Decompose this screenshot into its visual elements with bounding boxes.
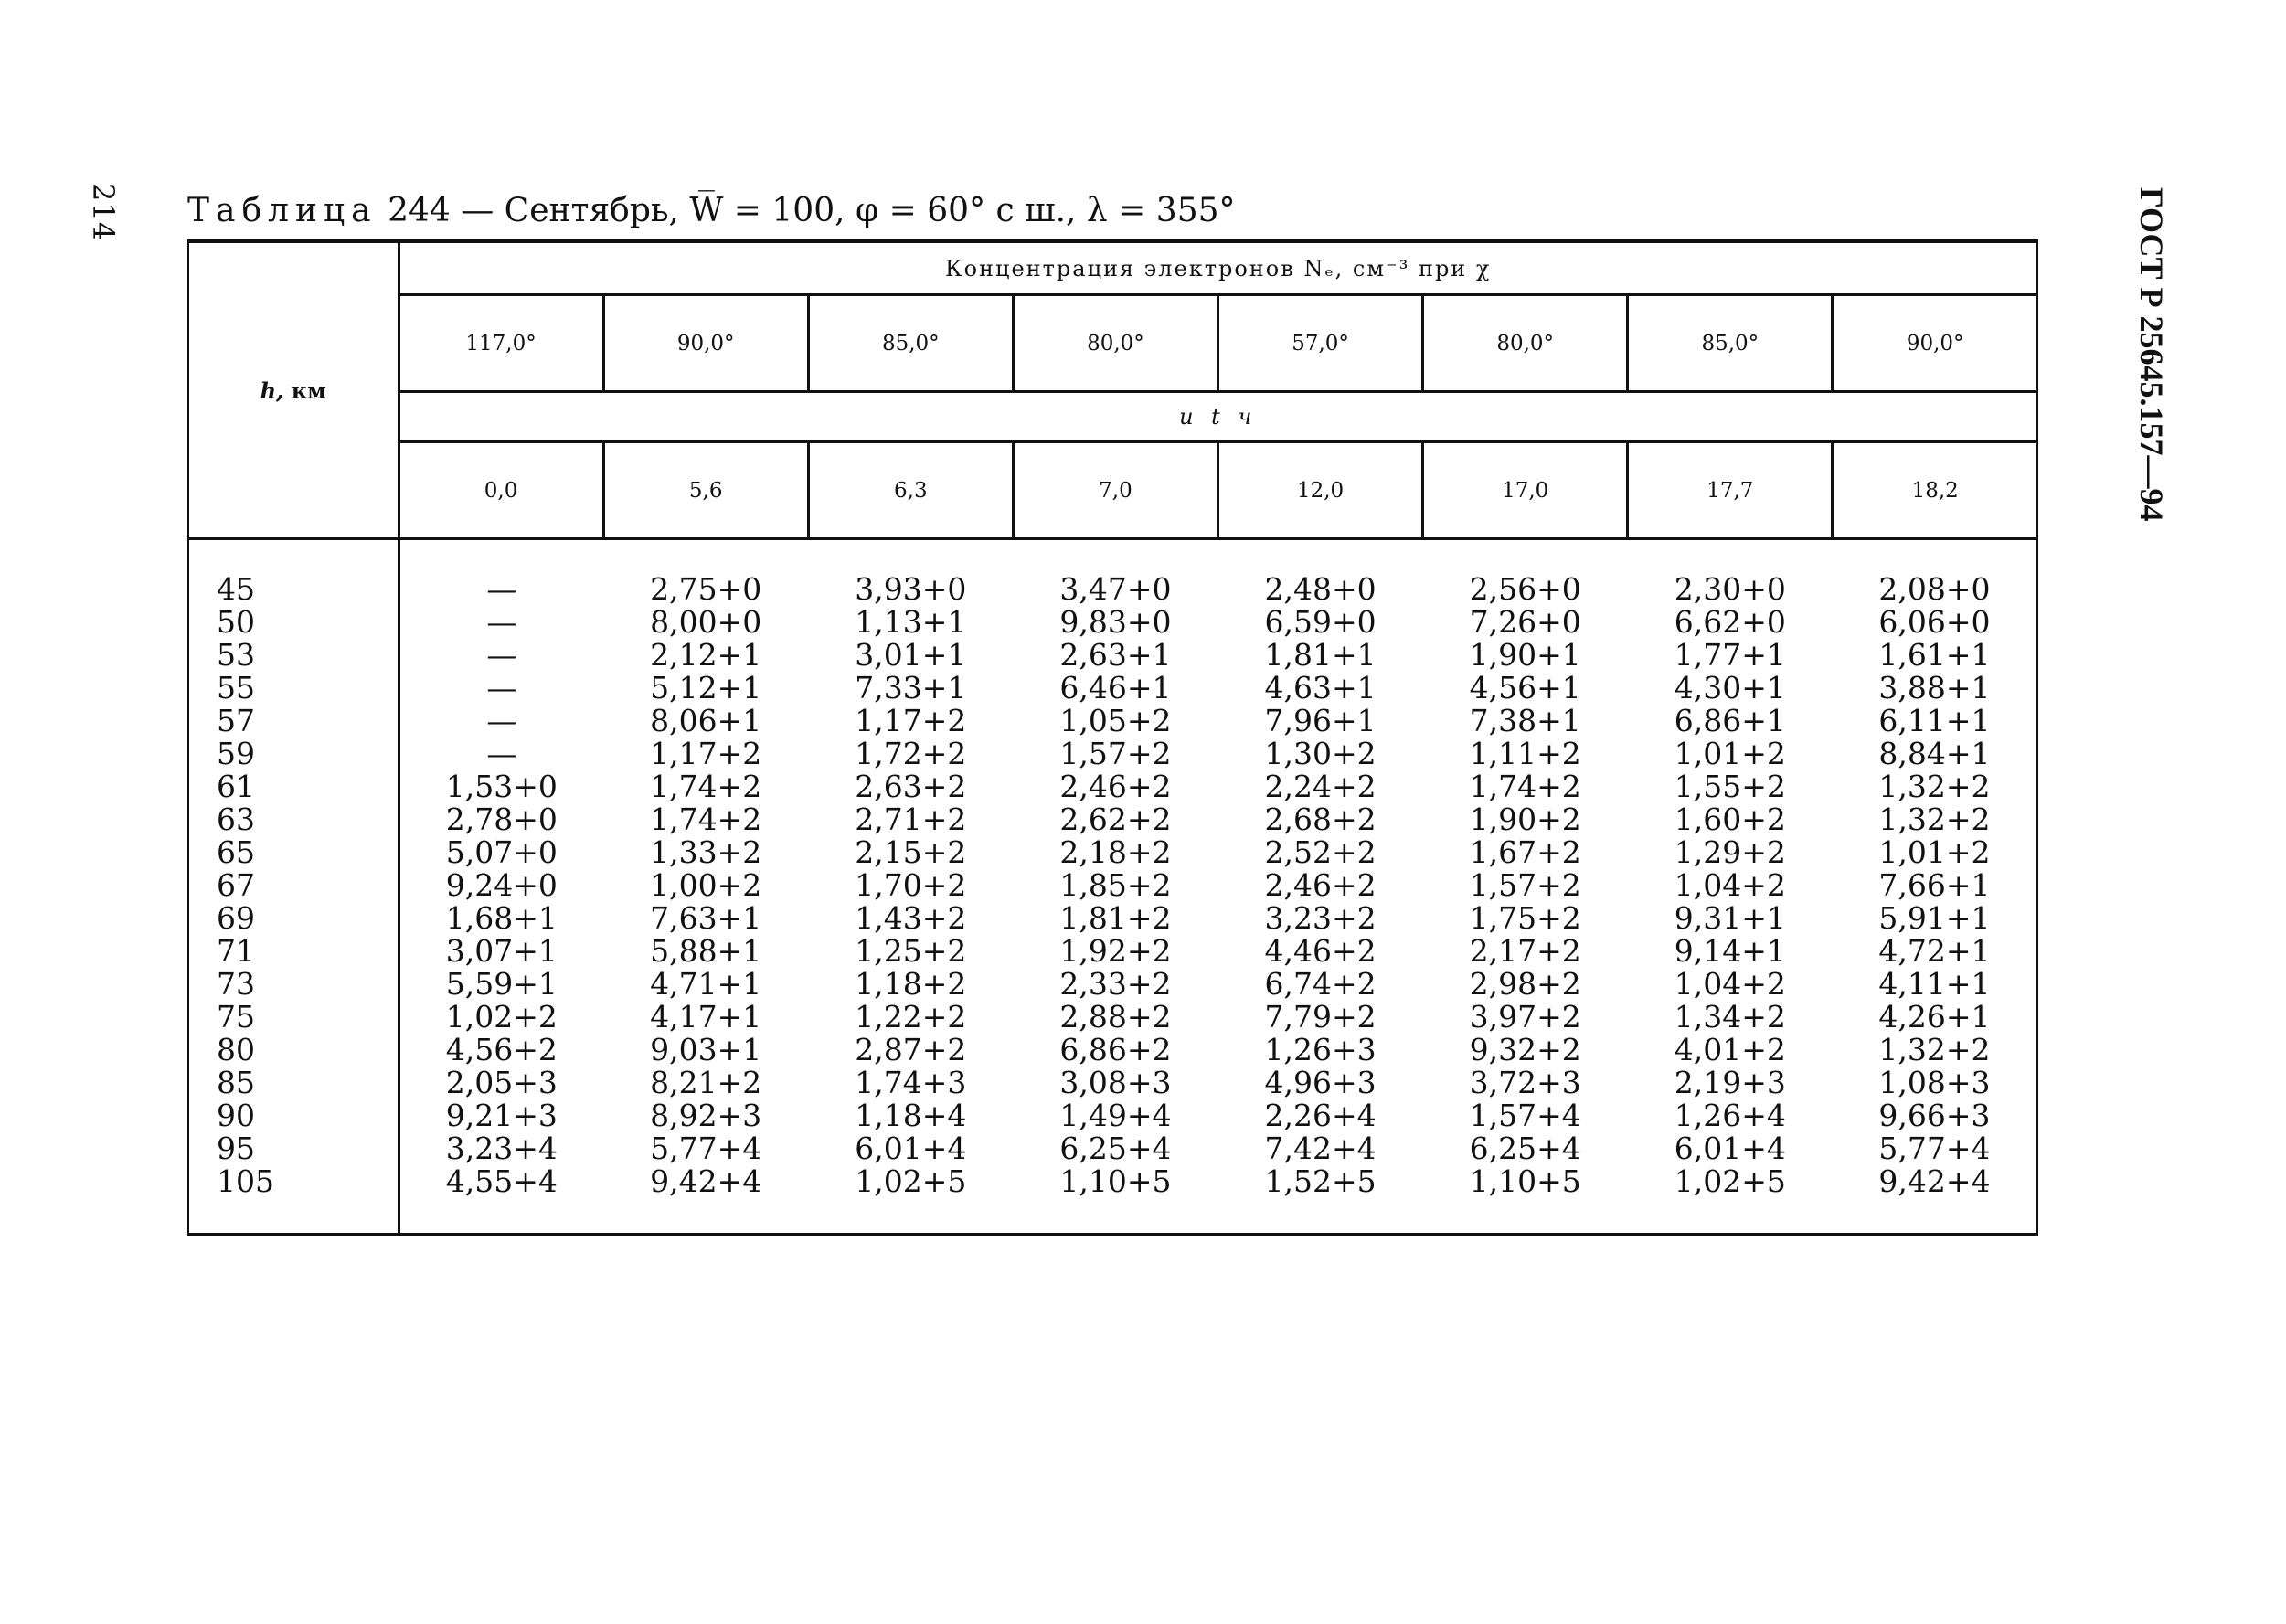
density-value: 2,62+2 — [1059, 801, 1172, 837]
density-value: 5,59+1 — [445, 966, 558, 1002]
density-value: 1,32+2 — [1878, 1032, 1991, 1067]
density-value: 1,74+2 — [1469, 769, 1581, 804]
chi-value-7: 85,0° — [1628, 295, 1833, 392]
density-value: 1,67+2 — [1469, 834, 1581, 870]
density-value: 1,57+4 — [1469, 1098, 1581, 1133]
density-value: 2,46+2 — [1059, 769, 1172, 804]
density-value: 2,48+0 — [1264, 571, 1377, 607]
density-column-2 — [603, 539, 808, 1234]
density-column-7 — [1628, 539, 1833, 1234]
altitude-value: 90 — [217, 1098, 255, 1133]
time-value-6: 17,0 — [1423, 442, 1628, 538]
density-value: 5,77+4 — [1878, 1130, 1991, 1166]
density-value: 6,86+1 — [1674, 703, 1786, 738]
density-value: — — [486, 736, 517, 771]
time-value-5: 12,0 — [1218, 442, 1423, 538]
chi-value-5: 57,0° — [1218, 295, 1423, 392]
density-value: 1,05+2 — [1059, 703, 1172, 738]
density-value: 7,38+1 — [1469, 703, 1581, 738]
density-value: 4,01+2 — [1674, 1032, 1786, 1067]
time-value-4: 7,0 — [1013, 442, 1217, 538]
density-value: 6,86+2 — [1059, 1032, 1172, 1067]
density-value: 6,25+4 — [1059, 1130, 1172, 1166]
density-value: — — [486, 571, 517, 607]
density-value: 5,91+1 — [1878, 900, 1991, 936]
density-value: 4,72+1 — [1878, 933, 1991, 969]
density-value: — — [486, 703, 517, 738]
density-value: 1,32+2 — [1878, 801, 1991, 837]
density-value: 8,06+1 — [650, 703, 762, 738]
density-value: 7,96+1 — [1264, 703, 1377, 738]
density-value: 2,33+2 — [1059, 966, 1172, 1002]
electron-density-table — [187, 239, 2038, 1236]
density-value: 3,72+3 — [1469, 1065, 1581, 1100]
time-header-row — [188, 442, 2037, 538]
density-value: 7,63+1 — [650, 900, 762, 936]
density-value: 1,60+2 — [1674, 801, 1786, 837]
altitude-value: 80 — [217, 1032, 255, 1067]
chi-value-6: 80,0° — [1423, 295, 1628, 392]
density-value: 2,08+0 — [1878, 571, 1991, 607]
density-value: 1,17+2 — [650, 736, 762, 771]
table-bottom-rule — [187, 1233, 2038, 1236]
density-value: 1,13+1 — [855, 604, 967, 640]
density-value: 1,22+2 — [855, 999, 967, 1035]
density-value: 1,81+1 — [1264, 637, 1377, 673]
density-value: 9,66+3 — [1878, 1098, 1991, 1133]
altitude-value: 57 — [217, 703, 255, 738]
page-number: 214 — [86, 183, 121, 242]
density-value: 1,00+2 — [650, 867, 762, 903]
data-body-row — [188, 539, 2037, 1234]
density-value: 1,11+2 — [1469, 736, 1581, 771]
density-value: 8,21+2 — [650, 1065, 762, 1100]
density-value: 9,31+1 — [1674, 900, 1786, 936]
altitude-value: 69 — [217, 900, 255, 936]
density-value: 7,26+0 — [1469, 604, 1581, 640]
density-value: 1,18+2 — [855, 966, 967, 1002]
density-value: 1,02+5 — [1674, 1163, 1786, 1199]
table-title-text: 244 — Сентябрь, W̅ = 100, φ = 60° с ш., λ = 355° — [388, 192, 1236, 229]
density-value: 4,26+1 — [1878, 999, 1991, 1035]
density-value: 1,57+2 — [1059, 736, 1172, 771]
density-value: 8,92+3 — [650, 1098, 762, 1133]
density-value: 4,96+3 — [1264, 1065, 1377, 1100]
density-value: 4,17+1 — [650, 999, 762, 1035]
altitude-value: 55 — [217, 670, 255, 706]
density-value: 3,47+0 — [1059, 571, 1172, 607]
density-value: 2,15+2 — [855, 834, 967, 870]
altitude-value: 85 — [217, 1065, 255, 1100]
density-value: 1,04+2 — [1674, 867, 1786, 903]
density-value: 1,70+2 — [855, 867, 967, 903]
density-value: 2,12+1 — [650, 637, 762, 673]
density-value: 1,55+2 — [1674, 769, 1786, 804]
density-value: 2,46+2 — [1264, 867, 1377, 903]
time-value-8: 18,2 — [1833, 442, 2037, 538]
density-value: 6,06+0 — [1878, 604, 1991, 640]
chi-value-8: 90,0° — [1833, 295, 2037, 392]
density-value: 1,92+2 — [1059, 933, 1172, 969]
density-value: 6,01+4 — [855, 1130, 967, 1166]
altitude-column — [188, 539, 399, 1234]
density-value: 2,24+2 — [1264, 769, 1377, 804]
density-value: 1,30+2 — [1264, 736, 1377, 771]
density-value: 9,42+4 — [1878, 1163, 1991, 1199]
altitude-value: 50 — [217, 604, 255, 640]
density-value: 4,63+1 — [1264, 670, 1377, 706]
altitude-value: 65 — [217, 834, 255, 870]
density-column-6 — [1423, 539, 1628, 1234]
density-value: 1,18+4 — [855, 1098, 967, 1133]
time-value-7: 17,7 — [1628, 442, 1833, 538]
density-value: 6,59+0 — [1264, 604, 1377, 640]
density-value: 4,30+1 — [1674, 670, 1786, 706]
density-value: 1,10+5 — [1059, 1163, 1172, 1199]
density-value: 6,11+1 — [1878, 703, 1991, 738]
density-value: 1,04+2 — [1674, 966, 1786, 1002]
density-value: 4,56+2 — [445, 1032, 558, 1067]
chi-header-row — [188, 295, 2037, 392]
concentration-header: Концентрация электронов Nₑ, см⁻³ при χ — [399, 243, 2037, 295]
density-value: 1,72+2 — [855, 736, 967, 771]
density-value: 3,23+2 — [1264, 900, 1377, 936]
density-value: 2,30+0 — [1674, 571, 1786, 607]
density-value: 2,87+2 — [855, 1032, 967, 1067]
density-value: 2,75+0 — [650, 571, 762, 607]
density-value: 4,46+2 — [1264, 933, 1377, 969]
density-value: 2,63+1 — [1059, 637, 1172, 673]
density-value: 2,78+0 — [445, 801, 558, 837]
density-value: 1,08+3 — [1878, 1065, 1991, 1100]
density-value: 2,18+2 — [1059, 834, 1172, 870]
density-value: 3,88+1 — [1878, 670, 1991, 706]
density-value: 6,62+0 — [1674, 604, 1786, 640]
altitude-header — [188, 243, 399, 537]
density-value: 1,26+4 — [1674, 1098, 1786, 1133]
density-value: 7,33+1 — [855, 670, 967, 706]
altitude-value: 63 — [217, 801, 255, 837]
density-value: 1,43+2 — [855, 900, 967, 936]
density-value: 2,52+2 — [1264, 834, 1377, 870]
data-table — [187, 243, 2038, 1233]
density-value: 7,66+1 — [1878, 867, 1991, 903]
density-value: 1,74+3 — [855, 1065, 967, 1100]
altitude-value: 59 — [217, 736, 255, 771]
density-value: 5,77+4 — [650, 1130, 762, 1166]
density-value: 3,01+1 — [855, 637, 967, 673]
density-value: 2,63+2 — [855, 769, 967, 804]
density-value: 2,71+2 — [855, 801, 967, 837]
density-value: 4,55+4 — [445, 1163, 558, 1199]
density-value: 1,77+1 — [1674, 637, 1786, 673]
density-value: 1,90+1 — [1469, 637, 1581, 673]
density-value: 1,02+5 — [855, 1163, 967, 1199]
density-value: 9,83+0 — [1059, 604, 1172, 640]
table-title-label: Таблица — [187, 192, 377, 229]
density-value: 1,52+5 — [1264, 1163, 1377, 1199]
density-value: 1,01+2 — [1878, 834, 1991, 870]
density-value: 9,32+2 — [1469, 1032, 1581, 1067]
density-value: 1,17+2 — [855, 703, 967, 738]
density-value: 2,19+3 — [1674, 1065, 1786, 1100]
density-column-1 — [399, 539, 603, 1234]
density-value: 1,53+0 — [445, 769, 558, 804]
density-value: 1,49+4 — [1059, 1098, 1172, 1133]
density-value: 3,07+1 — [445, 933, 558, 969]
density-value: 8,00+0 — [650, 604, 762, 640]
time-value-2: 5,6 — [603, 442, 808, 538]
density-value: 1,29+2 — [1674, 834, 1786, 870]
chi-value-1: 117,0° — [399, 295, 603, 392]
density-value: 9,14+1 — [1674, 933, 1786, 969]
density-value: — — [486, 637, 517, 673]
altitude-value: 73 — [217, 966, 255, 1002]
altitude-value: 67 — [217, 867, 255, 903]
density-value: — — [486, 670, 517, 706]
density-value: 6,46+1 — [1059, 670, 1172, 706]
density-value: 5,12+1 — [650, 670, 762, 706]
density-value: 3,08+3 — [1059, 1065, 1172, 1100]
density-value: 1,33+2 — [650, 834, 762, 870]
altitude-value: 71 — [217, 933, 255, 969]
density-value: 2,88+2 — [1059, 999, 1172, 1035]
altitude-unit: км — [291, 377, 326, 404]
density-value: 2,98+2 — [1469, 966, 1581, 1002]
density-value: 2,68+2 — [1264, 801, 1377, 837]
density-value: 1,02+2 — [445, 999, 558, 1035]
document-code: ГОСТ Р 25645.157—94 — [2133, 187, 2170, 522]
density-value: 7,42+4 — [1264, 1130, 1377, 1166]
density-value: 1,90+2 — [1469, 801, 1581, 837]
density-value: 1,85+2 — [1059, 867, 1172, 903]
density-value: 1,32+2 — [1878, 769, 1991, 804]
density-value: 6,01+4 — [1674, 1130, 1786, 1166]
chi-value-3: 85,0° — [808, 295, 1013, 392]
density-value: 3,23+4 — [445, 1130, 558, 1166]
density-value: 5,07+0 — [445, 834, 558, 870]
density-value: 1,74+2 — [650, 801, 762, 837]
chi-value-4: 80,0° — [1013, 295, 1217, 392]
density-value: 1,81+2 — [1059, 900, 1172, 936]
density-value: 2,26+4 — [1264, 1098, 1377, 1133]
density-value: 8,84+1 — [1878, 736, 1991, 771]
altitude-symbol: h, — [260, 377, 284, 404]
density-value: 4,71+1 — [650, 966, 762, 1002]
density-value: 1,25+2 — [855, 933, 967, 969]
altitude-value: 105 — [217, 1163, 274, 1199]
density-value: 9,24+0 — [445, 867, 558, 903]
altitude-value: 53 — [217, 637, 255, 673]
density-value: — — [486, 604, 517, 640]
table-title — [187, 192, 1236, 229]
density-value: 4,56+1 — [1469, 670, 1581, 706]
density-value: 1,75+2 — [1469, 900, 1581, 936]
chi-value-2: 90,0° — [603, 295, 808, 392]
density-value: 1,68+1 — [445, 900, 558, 936]
density-value: 5,88+1 — [650, 933, 762, 969]
time-header: и t ч — [399, 392, 2037, 442]
density-value: 9,42+4 — [650, 1163, 762, 1199]
density-value: 3,97+2 — [1469, 999, 1581, 1035]
density-value: 3,93+0 — [855, 571, 967, 607]
density-value: 4,11+1 — [1878, 966, 1991, 1002]
altitude-value: 95 — [217, 1130, 255, 1166]
density-value: 2,56+0 — [1469, 571, 1581, 607]
density-value: 1,61+1 — [1878, 637, 1991, 673]
density-value: 6,25+4 — [1469, 1130, 1581, 1166]
density-value: 1,74+2 — [650, 769, 762, 804]
density-column-3 — [808, 539, 1013, 1234]
time-value-1: 0,0 — [399, 442, 603, 538]
density-column-4 — [1013, 539, 1217, 1234]
density-column-5 — [1218, 539, 1423, 1234]
density-value: 1,01+2 — [1674, 736, 1786, 771]
density-value: 1,34+2 — [1674, 999, 1786, 1035]
density-value: 1,26+3 — [1264, 1032, 1377, 1067]
altitude-value: 61 — [217, 769, 255, 804]
density-value: 2,17+2 — [1469, 933, 1581, 969]
density-value: 1,57+2 — [1469, 867, 1581, 903]
density-value: 6,74+2 — [1264, 966, 1377, 1002]
density-value: 9,21+3 — [445, 1098, 558, 1133]
density-value: 9,03+1 — [650, 1032, 762, 1067]
density-value: 2,05+3 — [445, 1065, 558, 1100]
density-value: 1,10+5 — [1469, 1163, 1581, 1199]
density-value: 7,79+2 — [1264, 999, 1377, 1035]
altitude-value: 45 — [217, 571, 255, 607]
altitude-value: 75 — [217, 999, 255, 1035]
time-value-3: 6,3 — [808, 442, 1013, 538]
density-column-8 — [1833, 539, 2037, 1234]
